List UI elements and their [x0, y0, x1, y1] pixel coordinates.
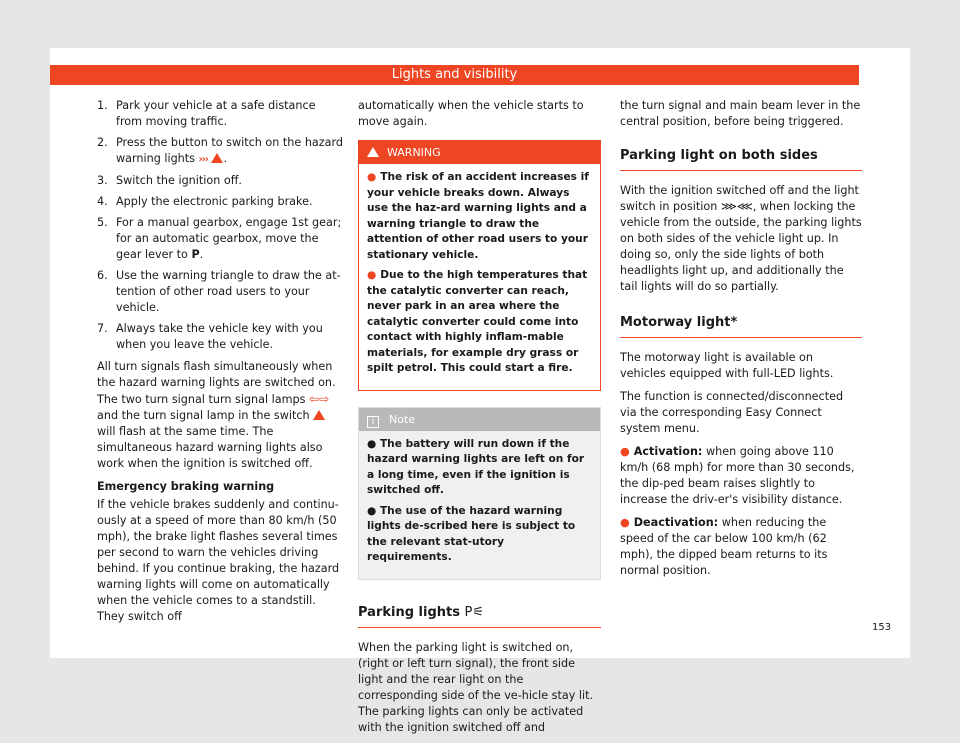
- bullet-icon: ●: [620, 445, 630, 458]
- parking-both-sides-text: With the ignition switched off and the light switch in position ⋙⋘, when locking the vehicle from the outside, the parking lights on both sides of the vehicle light up. In doing so, only the side lights of both headlights light up, and additionally the tail lights will do so partially.: [620, 184, 862, 293]
- bullet-icon: ●: [367, 504, 380, 517]
- note-box: [358, 407, 601, 580]
- parking-lights-text: When the parking light is switched on, (right or left turn signal), the front side light and the rear light on the corresponding side of the ve-hicle stay lit. The parking lights can only be activated with the ignition switched off and: [358, 640, 594, 734]
- warning-item: ● The risk of an accident increases if your vehicle breaks down. Always use the haz-ard warning lights and a warning triangle to draw the attention of other road users to your stationary vehicle.: [367, 171, 589, 261]
- list-item: 5. For a manual gearbox, engage 1st gear; for an automatic gearbox, move the gear lever to P.: [97, 216, 342, 261]
- warning-box: [358, 140, 601, 391]
- bullet-icon: ●: [620, 516, 630, 529]
- list-item: 3. Switch the ignition off.: [97, 174, 242, 187]
- parking-light-icon: P⚟: [464, 604, 485, 620]
- hazard-paragraph: All turn signals flash simultaneously when the hazard warning lights are switched on. The two turn signal turn signal lamps ⇦⇨ and the turn signal lamp in the switch will flash at the same time. The simultaneous hazard warning lights also work when the ignition is switched off.: [97, 360, 336, 470]
- side-light-icon: ⋙⋘: [720, 200, 753, 213]
- bullet-icon: ●: [367, 171, 377, 183]
- note-item: ● The use of the hazard warning lights de-scribed here is subject to the relevant stat-utory requirements.: [367, 504, 576, 563]
- motorway-text-2: The function is connected/disconnected via the corresponding Easy Connect system menu.: [620, 390, 844, 435]
- turn-signal-arrows-icon: ⇦⇨: [309, 392, 330, 406]
- warning-header: WARNING: [359, 141, 600, 164]
- warning-item: ● Due to the high temperatures that the catalytic converter can reach, never park in an area where the catalytic converter could come into contact with highly inflam-mable materials, for example dry grass or spilt petrol. This could start a fire.: [367, 269, 588, 374]
- note-body: [359, 431, 600, 579]
- emergency-braking-title: Emergency braking warning: [97, 480, 275, 493]
- page-number: 153: [872, 622, 892, 633]
- parking-both-sides-heading: Parking light on both sides: [620, 148, 862, 171]
- warning-body: [359, 164, 600, 390]
- column-2: [358, 98, 601, 743]
- list-item: 1. Park your vehicle at a safe distance from moving traffic.: [97, 99, 316, 128]
- list-item: 2. Press the button to switch on the hazard warning lights ››› .: [97, 136, 344, 165]
- list-item: 7. Always take the vehicle key with you when you leave the vehicle.: [97, 322, 323, 351]
- section-header: Lights and visibility: [50, 65, 859, 85]
- step-list: [97, 98, 344, 353]
- hazard-triangle-icon: [211, 153, 223, 163]
- hazard-triangle-icon: [313, 410, 325, 420]
- continuation-text: automatically when the vehicle starts to move again.: [358, 99, 584, 128]
- note-item: ● The battery will run down if the hazard warning lights are left on for a long time, even if the ignition is switched off.: [367, 437, 585, 496]
- info-icon: i: [367, 416, 379, 428]
- list-item: 4. Apply the electronic parking brake.: [97, 195, 313, 208]
- activation-item: ● Activation: when going above 110 km/h (68 mph) for more than 30 seconds, the dip-ped beam raises slightly to increase the driv-er's visibility distance.: [620, 445, 855, 506]
- motorway-light-heading: Motorway light*: [620, 315, 862, 338]
- bullet-icon: ●: [367, 269, 377, 281]
- parking-lights-heading: Parking lights P⚟: [358, 605, 601, 628]
- emergency-braking-text: If the vehicle brakes suddenly and continu-ously at a speed of more than 80 km/h (50 mph), the brake light flashes several times per second to warn the vehicles driving behind. If you continue braking, the hazard warning lights will come on automatically when the vehicle comes to a standstill. They switch off: [97, 498, 340, 623]
- bullet-icon: ●: [367, 437, 380, 450]
- deactivation-item: ● Deactivation: when reducing the speed of the car below 100 km/h (62 mph), the dipped beam returns to its normal position.: [620, 516, 828, 577]
- note-header: i Note: [359, 408, 600, 431]
- continuation-text: the turn signal and main beam lever in the central position, before being triggered.: [620, 99, 861, 128]
- list-item: 6. Use the warning triangle to draw the at-tention of other road users to your vehicle.: [97, 269, 341, 314]
- warning-triangle-icon: [367, 147, 379, 157]
- column-3: [620, 98, 862, 586]
- cross-reference-chevrons-icon: ›››: [198, 154, 208, 165]
- column-1: [97, 98, 344, 632]
- motorway-text-1: The motorway light is available on vehicles equipped with full-LED lights.: [620, 351, 834, 380]
